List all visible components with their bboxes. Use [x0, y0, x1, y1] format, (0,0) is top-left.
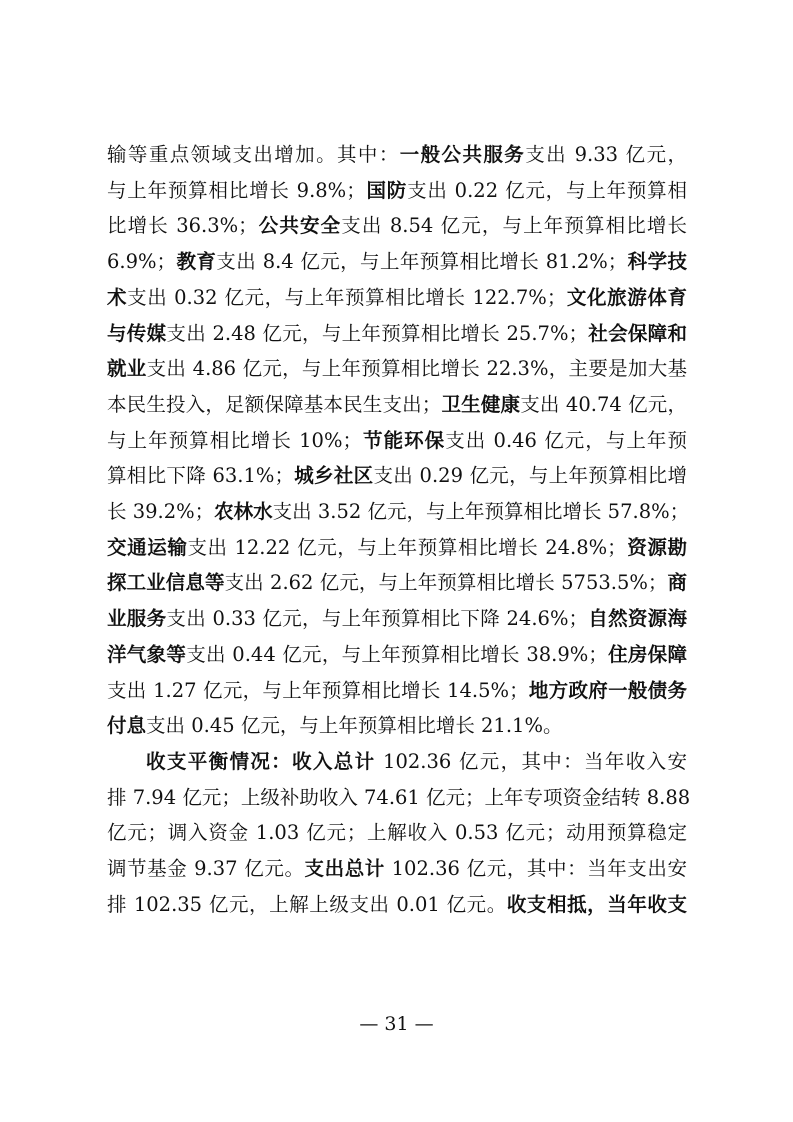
- text-run: 排 7.94 亿元；上级补助收入 74.61 亿元；上年专项资金结转 8.88: [107, 785, 691, 809]
- text-run: 支出 1.27 亿元，与上年预算相比增长 14.5%；: [107, 678, 529, 702]
- text-line: [107, 138, 687, 172]
- text-run: 6.9%；: [107, 250, 177, 274]
- text-run: 支出 3.52 亿元，与上年预算相比增长 57.8%；: [272, 500, 690, 523]
- bold-term: 农林水: [214, 500, 273, 523]
- bold-term: 术: [107, 285, 128, 309]
- text-run: 支出 2.62 亿元，与上年预算相比增长 5753.5%；: [224, 571, 668, 595]
- text-run: 支出 0.46 亿元，与上年预: [445, 428, 687, 452]
- text-line: [107, 852, 687, 886]
- bold-term: 国防: [365, 178, 408, 202]
- text-line: [107, 531, 687, 565]
- text-line: [107, 459, 687, 493]
- text-run: 支出 9.33 亿元，: [525, 143, 687, 166]
- text-run: 支出 8.4 亿元，与上年预算相比增长 81.2%；: [216, 250, 628, 274]
- text-line: [107, 674, 687, 708]
- bold-term: 自然资源海: [587, 607, 687, 631]
- text-run: 支出 0.33 亿元，与上年预算相比下降 24.6%；: [166, 607, 588, 631]
- text-line: [146, 745, 687, 779]
- text-run: 102.36 亿元，其中：当年支出安: [384, 857, 687, 880]
- text-line: [107, 388, 687, 422]
- text-line: [107, 566, 687, 600]
- bold-term: 收支相抵，当年收支: [506, 892, 687, 916]
- bold-term: 卫生健康: [441, 392, 521, 416]
- text-run: 输等重点领域支出增加。其中：: [107, 143, 400, 166]
- text-line: [107, 424, 687, 458]
- text-run: 支出 4.86 亿元，与上年预算相比增长 22.3%，主要是加大基: [146, 357, 687, 381]
- text-run: 支出 12.22 亿元，与上年预算相比增长 24.8%；: [187, 535, 627, 559]
- bold-term: 科学技: [627, 250, 687, 274]
- text-line: [107, 245, 687, 279]
- text-run: 与上年预算相比增长 9.8%；: [107, 178, 366, 202]
- text-line: [107, 352, 687, 386]
- bold-term: 洋气象等: [107, 642, 187, 666]
- text-line: [107, 888, 687, 922]
- bold-term: 业服务: [107, 607, 167, 631]
- page-number: — 31 —: [359, 1013, 434, 1035]
- text-run: 本民生投入，足额保障基本民生支出；: [107, 392, 442, 416]
- text-run: 支出 2.48 亿元，与上年预算相比增长 25.7%；: [166, 321, 588, 345]
- bold-term: 就业: [107, 357, 147, 381]
- bold-term: 与传媒: [107, 321, 167, 345]
- bold-term: 住房保障: [607, 642, 687, 666]
- text-run: 排 102.35 亿元，上解上级支出 0.01 亿元。: [107, 892, 507, 916]
- bold-term: 公共安全: [257, 214, 342, 238]
- text-line: [107, 317, 687, 351]
- text-run: 调节基金 9.37 亿元。: [107, 857, 305, 880]
- text-run: 支出 0.32 亿元，与上年预算相比增长 122.7%；: [127, 285, 567, 309]
- text-run: 长 39.2%；: [107, 500, 215, 523]
- text-run: 亿元；调入资金 1.03 亿元；上解收入 0.53 亿元；动用预算稳定: [107, 821, 687, 845]
- bold-term: 城乡社区: [293, 464, 374, 488]
- bold-term: 支出总计: [304, 857, 385, 880]
- text-run: 与上年预算相比增长 10%；: [107, 428, 362, 452]
- bold-term: 资源勘: [626, 535, 687, 559]
- bold-term: 节能环保: [361, 428, 446, 452]
- bold-term: 文化旅游体育: [566, 285, 687, 309]
- text-run: 支出 0.45 亿元，与上年预算相比增长 21.1%。: [146, 714, 563, 738]
- text-run: 102.36 亿元，其中：当年收入安: [375, 749, 687, 773]
- text-run: 比增长 36.3%；: [107, 214, 258, 238]
- bold-term: 交通运输: [107, 535, 188, 559]
- text-line: [107, 709, 687, 743]
- bold-term: 一般公共服务: [399, 143, 526, 166]
- text-line: [107, 638, 687, 672]
- text-line: [107, 781, 691, 815]
- text-line: [107, 816, 687, 850]
- text-run: 算相比下降 63.1%；: [107, 464, 294, 488]
- text-run: 支出 0.29 亿元，与上年预算相比增: [373, 464, 687, 488]
- bold-term: 地方政府一般债务: [528, 678, 687, 702]
- text-line: [107, 209, 687, 243]
- bold-term: 商: [667, 571, 687, 595]
- text-line: [107, 174, 687, 208]
- text-line: [107, 495, 690, 529]
- text-line: [107, 602, 687, 636]
- bold-term: 教育: [176, 250, 217, 274]
- bold-term: 收支平衡情况：收入总计: [146, 749, 376, 773]
- text-run: 支出 0.44 亿元，与上年预算相比增长 38.9%；: [186, 642, 608, 666]
- text-run: 支出 40.74 亿元，: [520, 392, 687, 416]
- text-run: 支出 8.54 亿元，与上年预算相比增长: [341, 214, 687, 238]
- bold-term: 探工业信息等: [107, 571, 225, 595]
- text-line: [107, 281, 687, 315]
- text-run: 支出 0.22 亿元，与上年预算相: [407, 178, 687, 202]
- bold-term: 付息: [107, 714, 147, 738]
- bold-term: 社会保障和: [587, 321, 687, 345]
